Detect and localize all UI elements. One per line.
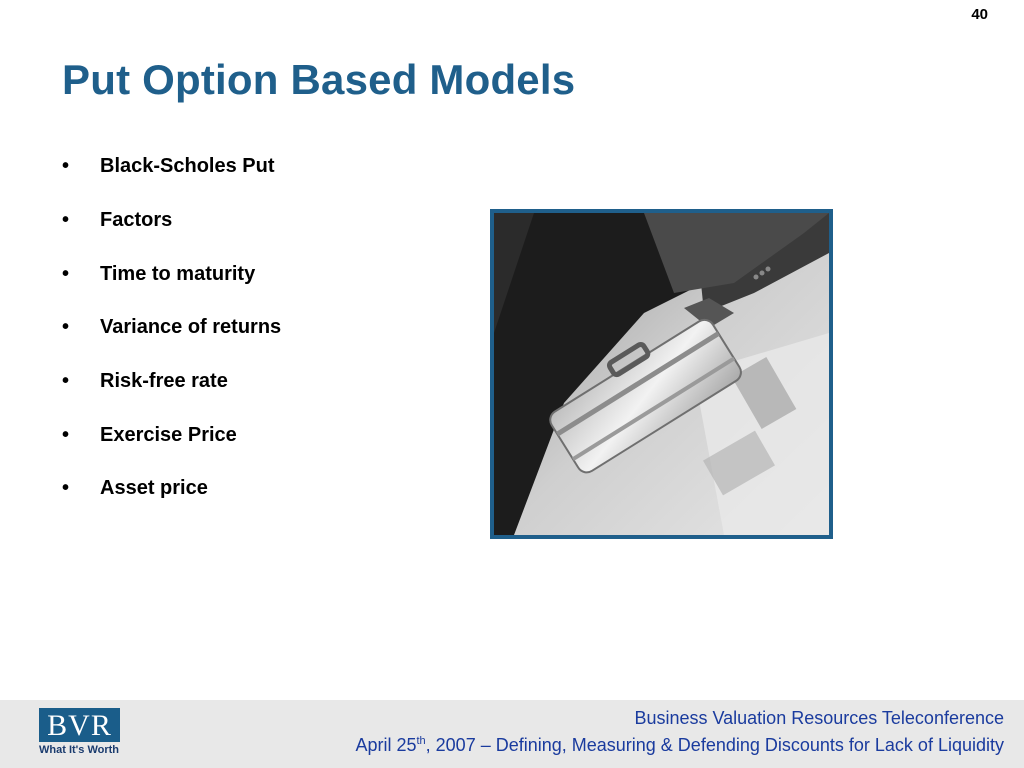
logo-tagline: What It's Worth — [39, 744, 120, 756]
bullet-item — [62, 355, 281, 409]
logo-wordmark: BVR — [39, 708, 120, 742]
footer-date-prefix: April 25 — [355, 735, 417, 755]
footer-date-topic — [355, 735, 1004, 756]
bullet-dot: • — [62, 477, 70, 500]
bullet-item — [62, 194, 281, 248]
footer-conference-title: Business Valuation Resources Teleconference — [634, 708, 1004, 728]
bullet-text: Risk-free rate — [100, 370, 228, 393]
bullet-item — [62, 140, 281, 194]
bullet-item — [62, 462, 281, 516]
bullet-text: Time to maturity — [100, 262, 256, 285]
bullet-text: Factors — [100, 209, 173, 232]
bullet-dot: • — [62, 155, 70, 178]
bullet-text: Black-Scholes Put — [100, 155, 275, 178]
footer-topic: , 2007 – Defining, Measuring & Defending Discounts for Lack of Liquidity — [425, 735, 1004, 755]
bullet-item — [62, 301, 281, 355]
bullet-text: Asset price — [100, 477, 208, 500]
bullet-dot: • — [62, 423, 70, 446]
footer-date-superscript: th — [416, 735, 426, 747]
bullet-dot: • — [62, 316, 70, 339]
bullet-item — [62, 247, 281, 301]
bullet-dot: • — [62, 209, 70, 232]
briefcase-photo-illustration — [494, 213, 829, 535]
slide-title: Put Option Based Models — [62, 56, 576, 103]
bullet-dot: • — [62, 370, 70, 393]
bullet-list — [62, 140, 281, 516]
briefcase-photo — [490, 209, 833, 539]
bullet-dot: • — [62, 262, 70, 285]
bvr-logo — [39, 708, 120, 760]
footer — [0, 700, 1024, 768]
slide-number: 40 — [971, 6, 988, 23]
bullet-text: Exercise Price — [100, 423, 237, 446]
bullet-text: Variance of returns — [100, 316, 282, 339]
bullet-item — [62, 408, 281, 462]
